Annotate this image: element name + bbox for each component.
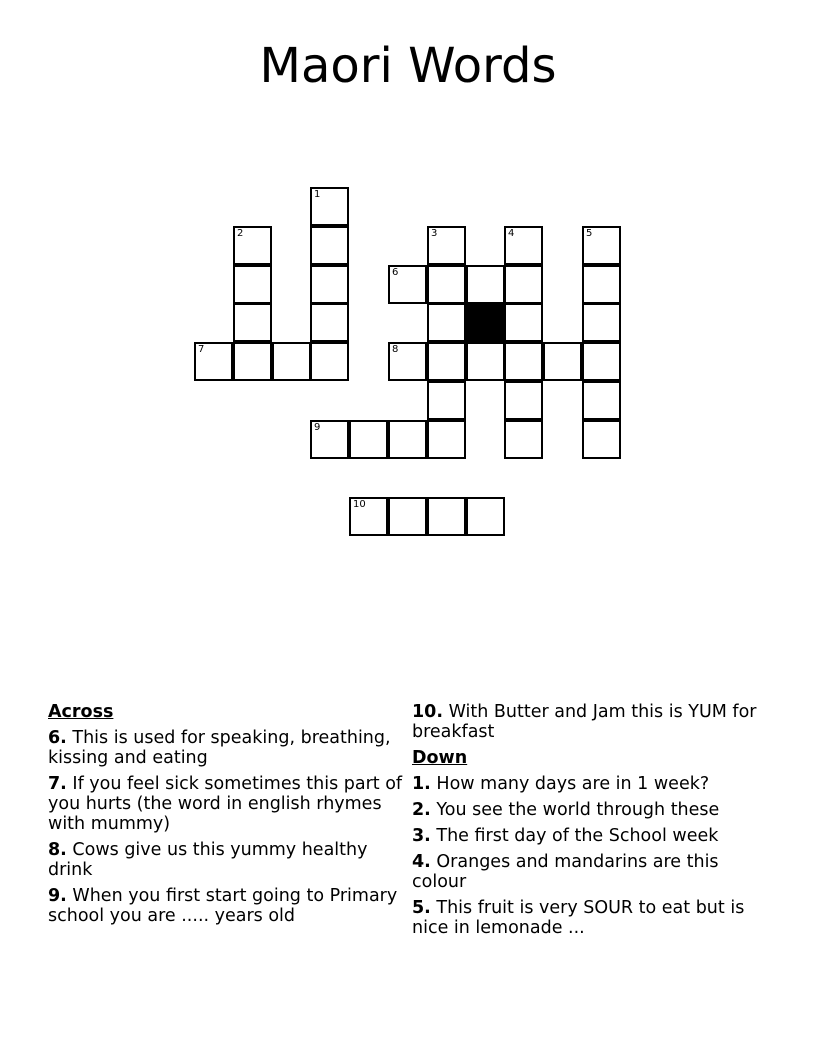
cell-number: 5 bbox=[586, 228, 593, 239]
clues-left-column bbox=[48, 702, 408, 932]
clue-number: 4. bbox=[412, 852, 431, 872]
grid-cell[interactable] bbox=[310, 265, 349, 304]
clue-text: When you first start going to Primary school you are ..... years old bbox=[48, 886, 398, 926]
clue-number: 6. bbox=[48, 728, 67, 748]
clue-number: 8. bbox=[48, 840, 67, 860]
grid-black-cell bbox=[466, 303, 505, 342]
clue-text: You see the world through these bbox=[436, 800, 720, 820]
grid-cell[interactable] bbox=[349, 497, 388, 536]
grid-cell[interactable] bbox=[504, 265, 543, 304]
grid-cell[interactable] bbox=[582, 342, 621, 381]
cell-number: 3 bbox=[431, 228, 438, 239]
grid-cell[interactable] bbox=[233, 342, 272, 381]
grid-cell[interactable] bbox=[582, 265, 621, 304]
clue-text: Oranges and mandarins are this colour bbox=[412, 852, 719, 892]
clue-text: This fruit is very SOUR to eat but is nice in lemonade ... bbox=[412, 898, 745, 938]
grid-cell[interactable] bbox=[310, 303, 349, 342]
clue-down-2 bbox=[412, 800, 772, 820]
grid-cell[interactable] bbox=[427, 226, 466, 265]
clue-across-10 bbox=[412, 702, 772, 742]
grid-cell[interactable] bbox=[349, 420, 388, 459]
clue-text: With Butter and Jam this is YUM for breakfast bbox=[412, 702, 757, 742]
grid-cell[interactable] bbox=[388, 497, 427, 536]
grid-cell[interactable] bbox=[233, 265, 272, 304]
clue-across-7 bbox=[48, 774, 408, 834]
grid-cell[interactable] bbox=[233, 226, 272, 265]
clue-number: 5. bbox=[412, 898, 431, 918]
grid-cell[interactable] bbox=[427, 381, 466, 420]
cell-number: 2 bbox=[237, 228, 244, 239]
cell-number: 9 bbox=[314, 422, 321, 433]
grid-cell[interactable] bbox=[582, 420, 621, 459]
grid-cell[interactable] bbox=[466, 497, 505, 536]
grid-cell[interactable] bbox=[504, 381, 543, 420]
grid-cell[interactable] bbox=[582, 381, 621, 420]
grid-cell[interactable] bbox=[272, 342, 311, 381]
clue-across-6 bbox=[48, 728, 408, 768]
cell-number: 4 bbox=[508, 228, 515, 239]
clue-across-8 bbox=[48, 840, 408, 880]
cell-number: 7 bbox=[198, 344, 205, 355]
grid-cell[interactable] bbox=[427, 265, 466, 304]
clue-number: 7. bbox=[48, 774, 67, 794]
grid-cell[interactable] bbox=[543, 342, 582, 381]
grid-cell[interactable] bbox=[388, 342, 427, 381]
grid-cell[interactable] bbox=[466, 342, 505, 381]
cell-number: 8 bbox=[392, 344, 399, 355]
grid-cell[interactable] bbox=[388, 265, 427, 304]
clues-right-column bbox=[412, 702, 772, 944]
clue-text: This is used for speaking, breathing, kissing and eating bbox=[48, 728, 391, 768]
grid-cell[interactable] bbox=[310, 420, 349, 459]
grid-cell[interactable] bbox=[194, 342, 233, 381]
clue-number: 2. bbox=[412, 800, 431, 820]
grid-cell[interactable] bbox=[427, 342, 466, 381]
clue-down-5 bbox=[412, 898, 772, 938]
clue-text: How many days are in 1 week? bbox=[436, 774, 710, 794]
grid-cell[interactable] bbox=[582, 303, 621, 342]
grid-cell[interactable] bbox=[388, 420, 427, 459]
grid-cell[interactable] bbox=[310, 226, 349, 265]
clue-number: 1. bbox=[412, 774, 431, 794]
grid-cell[interactable] bbox=[504, 420, 543, 459]
grid-cell[interactable] bbox=[427, 303, 466, 342]
cell-number: 10 bbox=[353, 499, 366, 510]
grid-cell[interactable] bbox=[504, 303, 543, 342]
grid-cell[interactable] bbox=[582, 226, 621, 265]
clue-text: Cows give us this yummy healthy drink bbox=[48, 840, 368, 880]
grid-cell[interactable] bbox=[233, 303, 272, 342]
grid-cell[interactable] bbox=[310, 187, 349, 226]
clue-number: 10. bbox=[412, 702, 444, 722]
grid-cell[interactable] bbox=[427, 420, 466, 459]
clue-number: 3. bbox=[412, 826, 431, 846]
grid-cell[interactable] bbox=[310, 342, 349, 381]
across-heading: Across bbox=[48, 702, 114, 722]
cell-number: 1 bbox=[314, 189, 321, 200]
grid-cell[interactable] bbox=[466, 265, 505, 304]
clue-down-1 bbox=[412, 774, 772, 794]
clue-text: The first day of the School week bbox=[436, 826, 719, 846]
page-title: Maori Words bbox=[259, 38, 557, 94]
clue-number: 9. bbox=[48, 886, 67, 906]
clue-down-3 bbox=[412, 826, 772, 846]
cell-number: 6 bbox=[392, 267, 399, 278]
clue-text: If you feel sick sometimes this part of you hurts (the word in english rhymes with mummy) bbox=[48, 774, 403, 834]
grid-cell[interactable] bbox=[504, 226, 543, 265]
down-heading: Down bbox=[412, 748, 468, 768]
clue-across-9 bbox=[48, 886, 408, 926]
grid-cell[interactable] bbox=[427, 497, 466, 536]
clue-down-4 bbox=[412, 852, 772, 892]
grid-cell[interactable] bbox=[504, 342, 543, 381]
